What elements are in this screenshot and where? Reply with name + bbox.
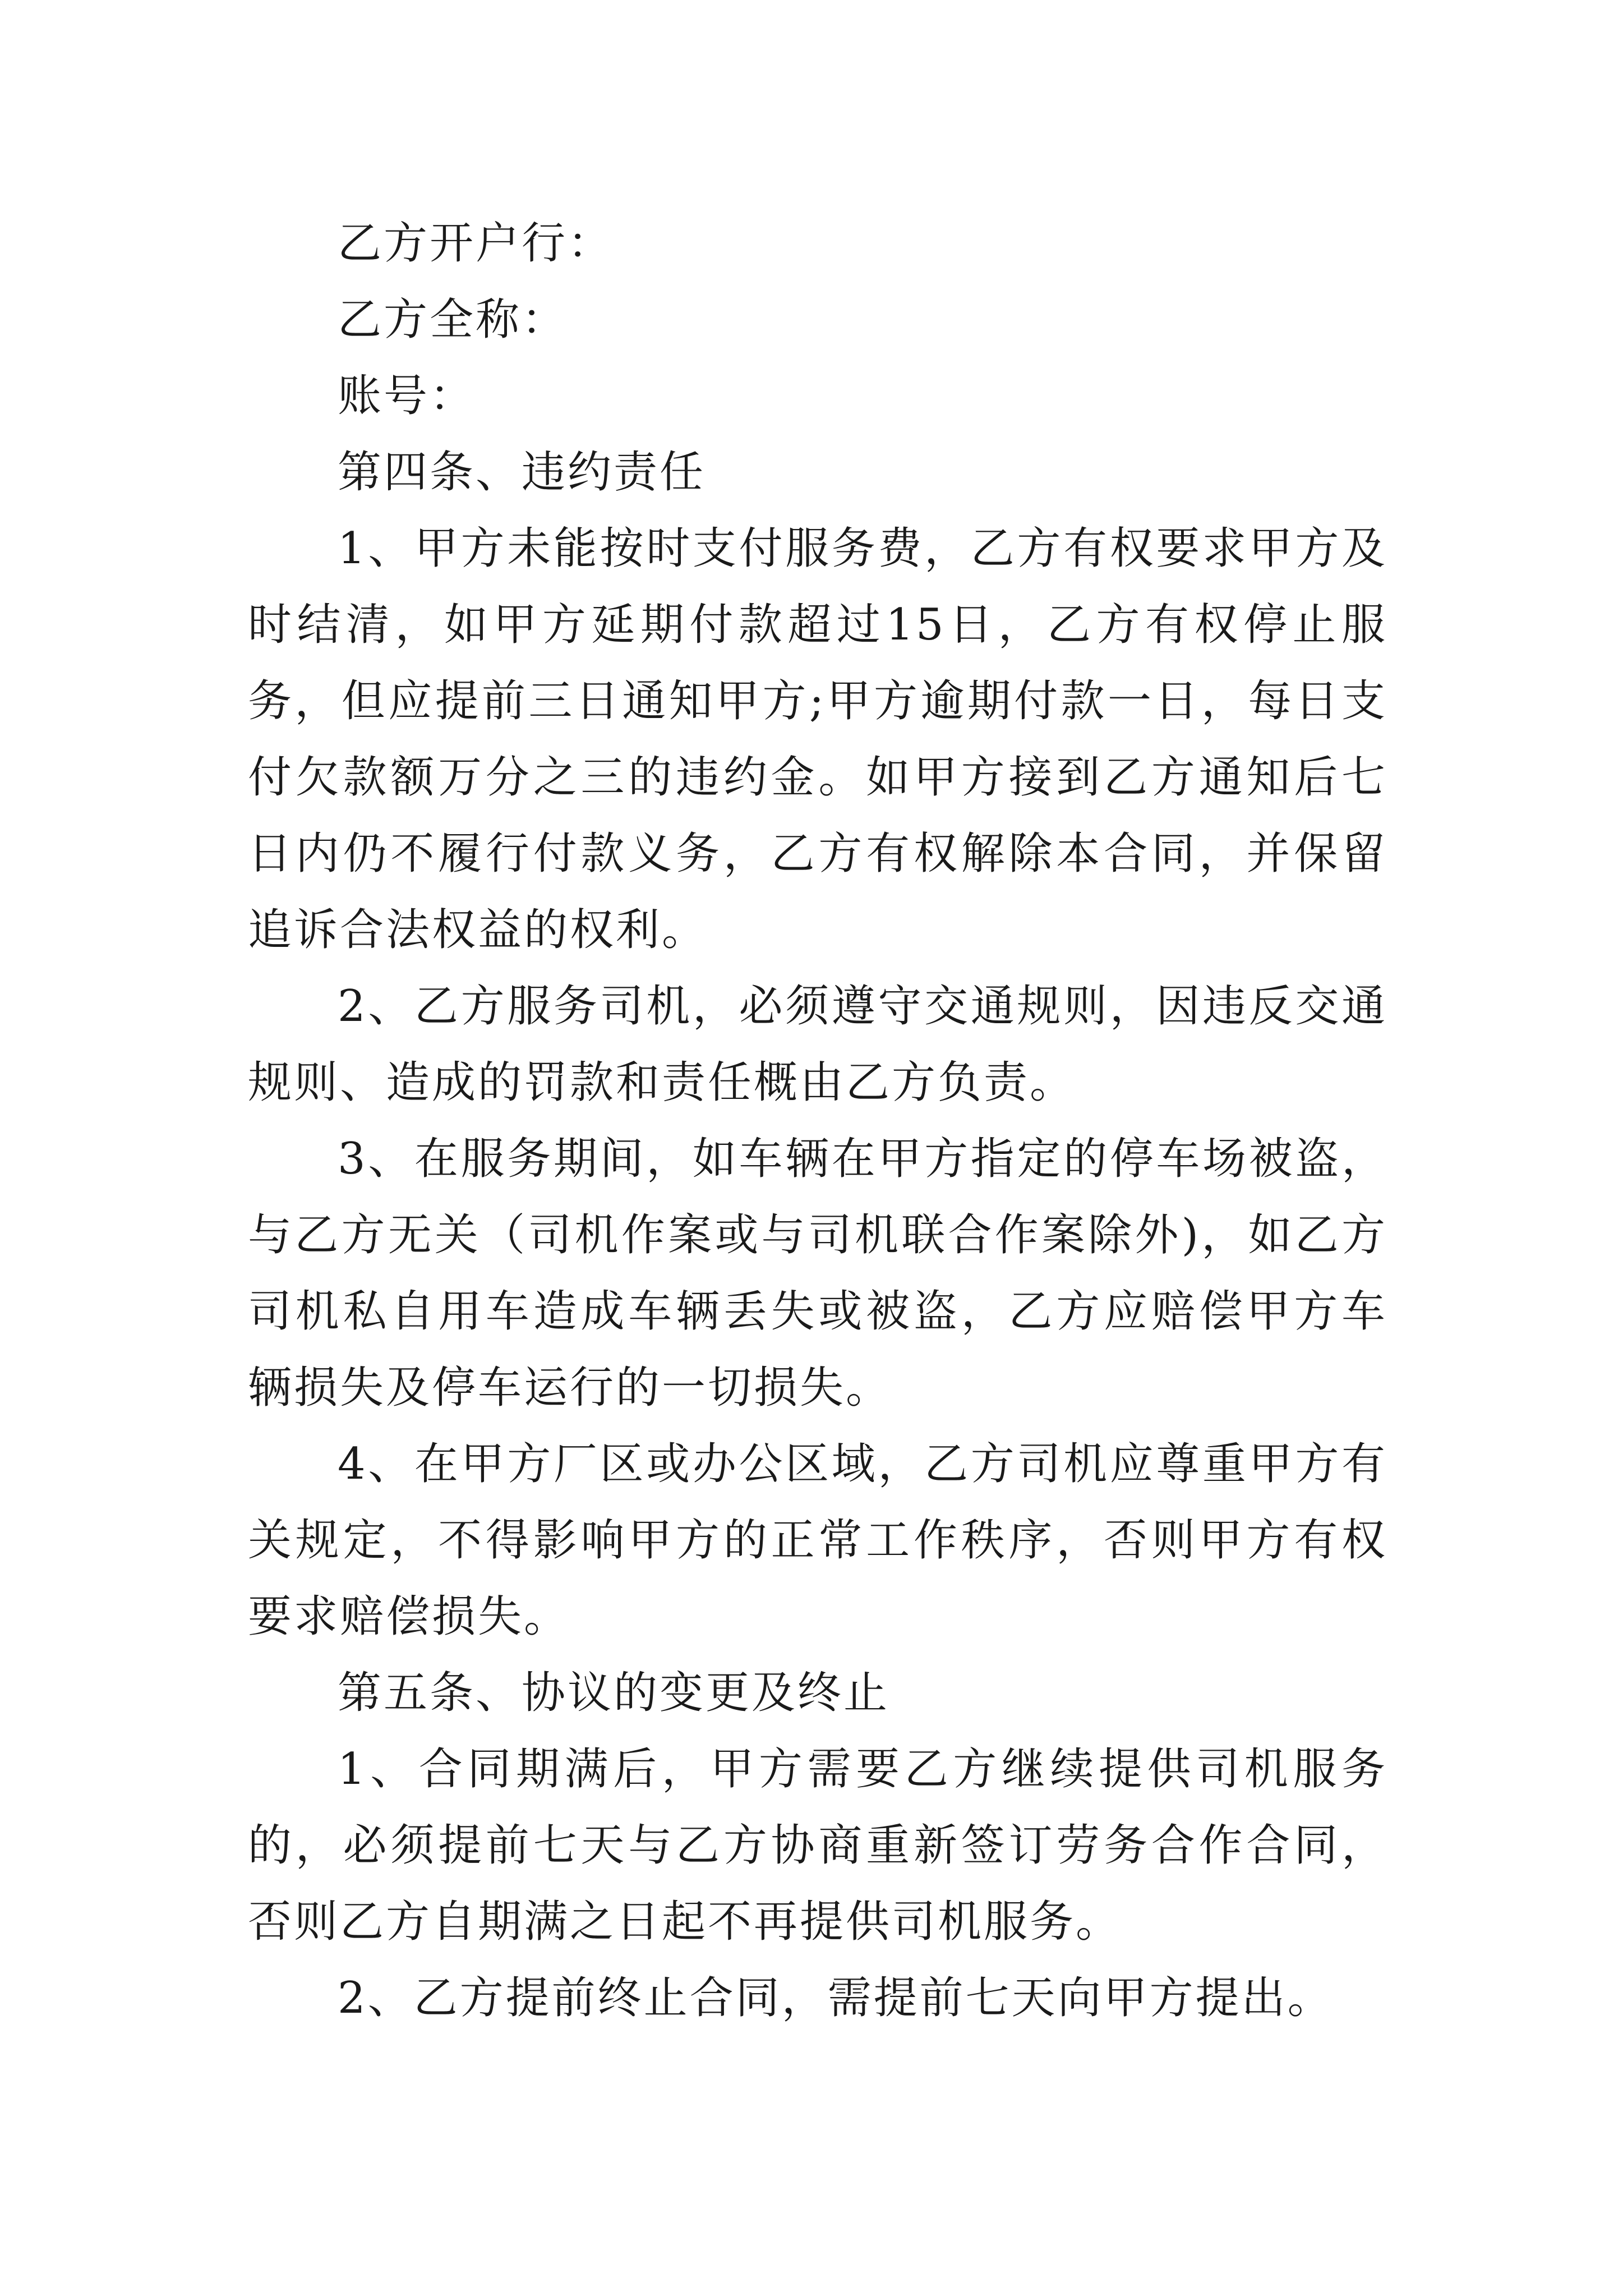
article-5-clause-1: 1、合同期满后，甲方需要乙方继续提供司机服务的，必须提前七天与乙方协商重新签订劳务合作合同，否则乙方自期满之日起不再提供司机服务。 — [248, 1744, 1387, 1947]
article-4-heading: 第四条、违约责任 — [338, 447, 706, 498]
article-5-clause-2: 2、乙方提前终止合同，需提前七天向甲方提出。 — [338, 1973, 1334, 2023]
field-full-name-of-party-b: 乙方全称： — [338, 295, 568, 345]
article-4-clause-3: 3、在服务期间，如车辆在甲方指定的停车场被盗，与乙方无关（司机作案或与司机联合作案除外)，如乙方司机私自用车造成车辆丢失或被盗，乙方应赔偿甲方车辆损失及停车运行的一切损失。 — [248, 1134, 1387, 1413]
document-body — [248, 205, 1387, 2036]
field-bank-of-party-b: 乙方开户行： — [338, 218, 614, 269]
article-4-clause-1: 1、甲方未能按时支付服务费，乙方有权要求甲方及时结清，如甲方延期付款超过15日，乙方有权停止服务，但应提前三日通知甲方;甲方逾期付款一日，每日支付欠款额万分之三的违约金。如甲方接到乙方通知后七日内仍不履行付款义务，乙方有权解除本合同，并保留追诉合法权益的权利。 — [248, 523, 1387, 955]
article-4-clause-4: 4、在甲方厂区或办公区域，乙方司机应尊重甲方有关规定，不得影响甲方的正常工作秩序，否则甲方有权要求赔偿损失。 — [248, 1439, 1387, 1642]
field-account-number: 账号： — [338, 371, 476, 421]
article-5-heading: 第五条、协议的变更及终止 — [338, 1668, 890, 1718]
article-4-clause-2: 2、乙方服务司机，必须遵守交通规则，因违反交通规则、造成的罚款和责任概由乙方负责。 — [248, 981, 1387, 1108]
